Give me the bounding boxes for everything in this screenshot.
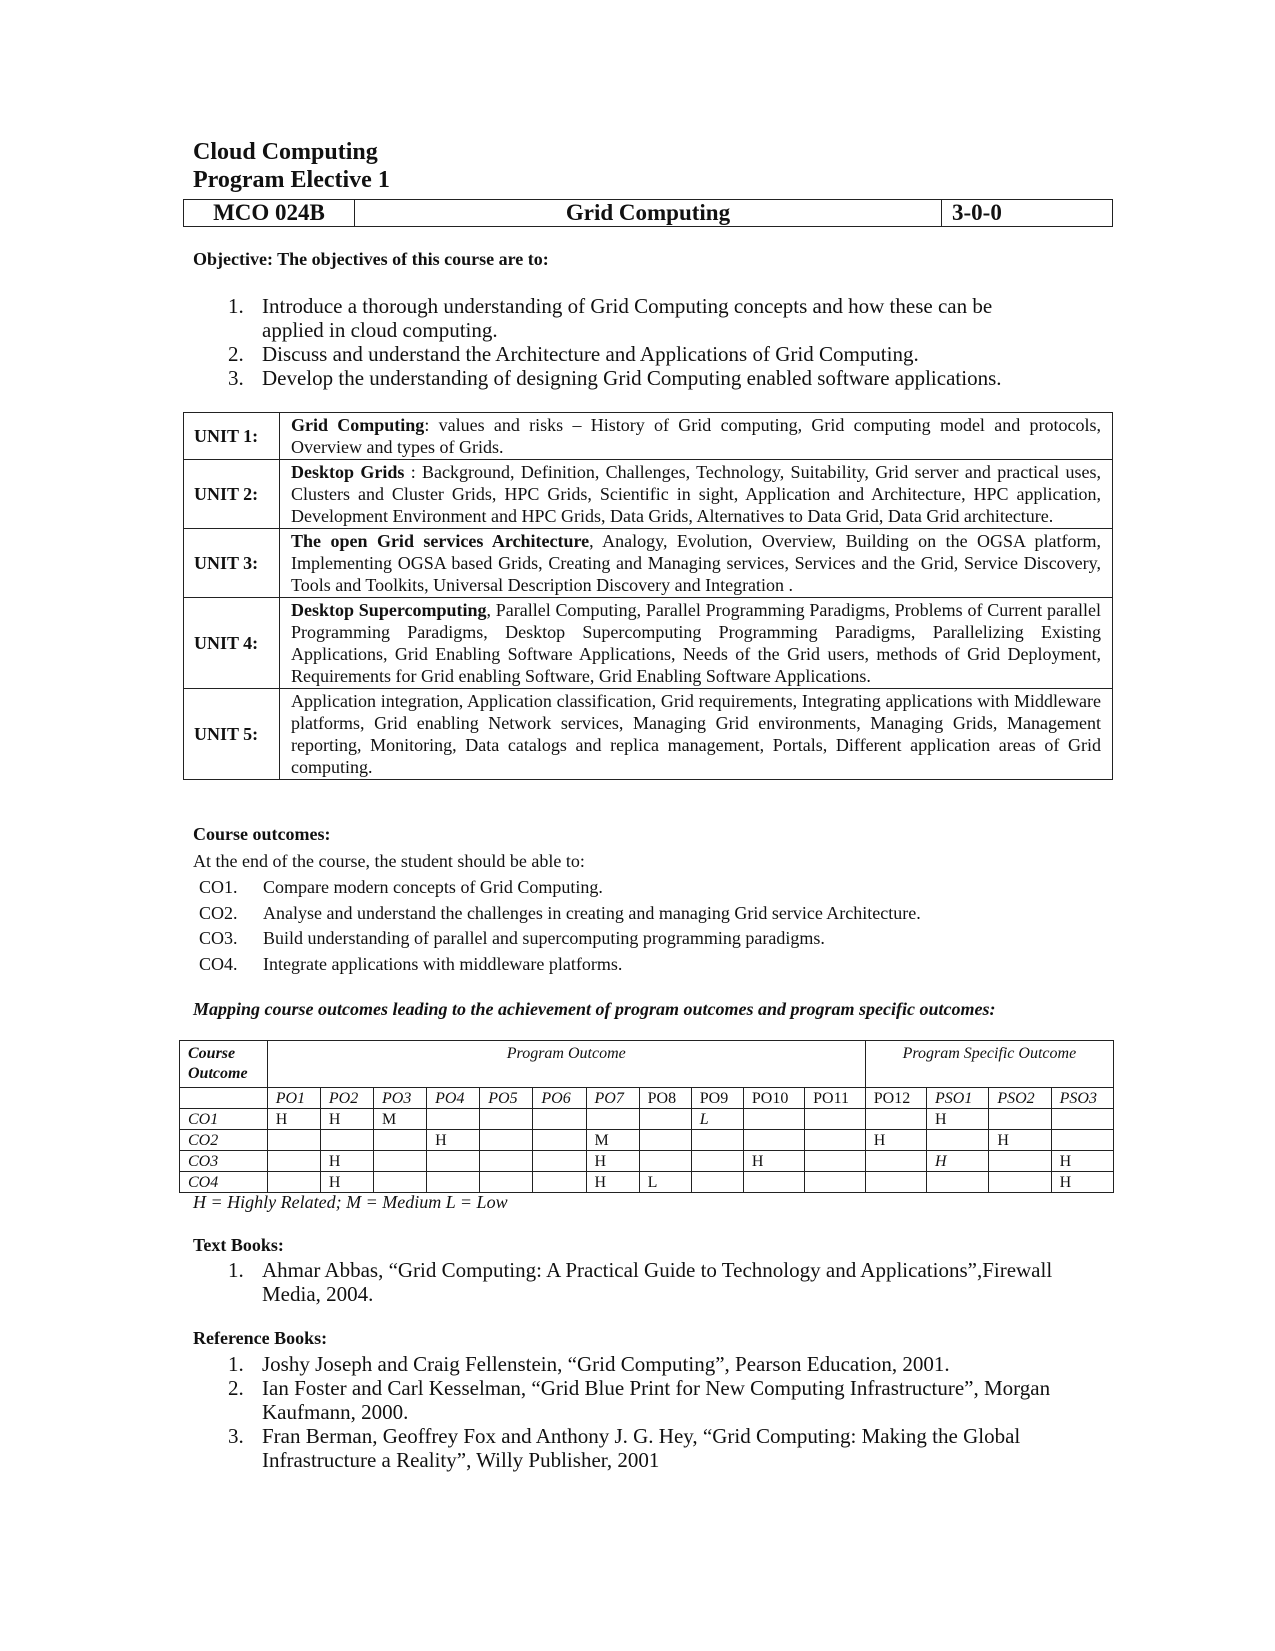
item-text: Fran Berman, Geoffrey Fox and Anthony J. G. Hey, “Grid Computing: Making the Global Infrastructure a Reality”, Willy Publisher, 2001	[262, 1424, 1021, 1472]
unit-topic: Grid Computing	[291, 415, 425, 435]
column-header: PO8	[639, 1088, 691, 1109]
course-info-row	[184, 200, 1113, 227]
table-cell	[691, 1172, 743, 1193]
unit-text: , Analogy, Evolution, Overview, Building on the OGSA platform, Implementing OGSA based Grids, Creating and Managing services, Services and the Grid, Service Discovery, Tools and Toolkits, Universal Description Discovery and Integration .	[291, 531, 1101, 595]
unit-label: UNIT 5:	[184, 689, 280, 780]
item-number: 2.	[228, 1376, 244, 1400]
outcome-id: CO2.	[199, 902, 238, 923]
table-cell	[374, 1130, 427, 1151]
syllabus-unit-table	[183, 412, 1113, 780]
table-cell	[1051, 1130, 1113, 1151]
unit-text: : values and risks – History of Grid computing, Grid computing model and protocols, Overview and types of Grids.	[291, 415, 1101, 457]
text-books-heading	[193, 1235, 284, 1256]
corner-label: Course	[188, 1045, 236, 1062]
table-cell	[989, 1172, 1051, 1193]
column-header: PO5	[480, 1088, 533, 1109]
course-outcome-list	[199, 875, 921, 977]
table-cell	[533, 1109, 586, 1130]
table-cell	[989, 1109, 1051, 1130]
column-header: PO7	[586, 1088, 639, 1109]
list-item	[228, 294, 1048, 342]
unit-topic: The open Grid services Architecture	[291, 531, 590, 551]
mapping-legend: H = Highly Related; M = Medium L = Low	[193, 1192, 508, 1212]
table-cell	[480, 1151, 533, 1172]
unit-topic: Desktop Grids	[291, 462, 405, 482]
course-code: MCO 024B	[184, 200, 355, 227]
outcome-id: CO4.	[199, 953, 238, 974]
table-cell	[427, 1151, 480, 1172]
item-text: Ian Foster and Carl Kesselman, “Grid Blue Print for New Computing Infrastructure”, Morgan Kaufmann, 2000.	[262, 1376, 1051, 1424]
table-cell	[927, 1130, 989, 1151]
table-header-row	[180, 1041, 1114, 1088]
table-cell: H	[927, 1109, 989, 1130]
objective-list	[228, 294, 1048, 390]
table-cell: H	[427, 1130, 480, 1151]
item-number: 1.	[228, 294, 244, 318]
table-cell: H	[743, 1151, 804, 1172]
table-cell	[427, 1172, 480, 1193]
table-cell	[374, 1151, 427, 1172]
item-number: 2.	[228, 342, 244, 366]
course-name: Grid Computing	[355, 200, 942, 227]
row-header: CO3	[180, 1151, 268, 1172]
row-header: CO1	[180, 1109, 268, 1130]
table-cell	[267, 1151, 320, 1172]
column-header: PO10	[743, 1088, 804, 1109]
program-title: Cloud Computing	[193, 139, 378, 165]
item-number: 3.	[228, 1424, 244, 1448]
list-item	[228, 342, 1048, 366]
table-cell	[743, 1172, 804, 1193]
text-book-list	[228, 1258, 1088, 1306]
outcome-text: Analyse and understand the challenges in creating and managing Grid service Architecture.	[263, 902, 921, 923]
reference-book-list	[228, 1352, 1088, 1472]
table-cell	[480, 1172, 533, 1193]
table-cell	[639, 1151, 691, 1172]
table-cell: H	[927, 1151, 989, 1172]
table-cell	[865, 1151, 926, 1172]
column-header: PO2	[320, 1088, 373, 1109]
table-column-row	[180, 1088, 1114, 1109]
outcome-id: CO1.	[199, 877, 238, 897]
row-header: CO4	[180, 1172, 268, 1193]
column-header: PO9	[691, 1088, 743, 1109]
objective-heading: Objective: The objectives of this course are to:	[193, 249, 549, 269]
unit-text: : Background, Definition, Challenges, Technology, Suitability, Grid server and practical uses, Clusters and Cluster Grids, HPC Grids, Scientific in sight, Application and Architecture, HPC application, Development Environment and HPC Grids, Data Grids, Alternatives to Data Grid, Data Grid architecture.	[291, 462, 1101, 526]
item-text: Ahmar Abbas, “Grid Computing: A Practical Guide to Technology and Applications”,Firewall Media, 2004.	[262, 1258, 1053, 1306]
item-number: 1.	[228, 1352, 244, 1376]
item-text: Develop the understanding of designing Grid Computing enabled software applications.	[262, 366, 1002, 390]
table-row	[184, 598, 1113, 689]
course-outcomes-heading: Course outcomes:	[193, 824, 331, 844]
list-item	[199, 926, 921, 952]
table-row	[184, 460, 1113, 529]
list-item	[228, 366, 1048, 390]
outcome-mapping-table	[179, 1040, 1114, 1193]
table-cell	[691, 1151, 743, 1172]
table-cell	[805, 1172, 866, 1193]
column-header: PSO3	[1051, 1088, 1113, 1109]
table-cell: H	[320, 1172, 373, 1193]
table-cell: H	[586, 1151, 639, 1172]
table-cell	[639, 1109, 691, 1130]
table-cell: H	[1051, 1151, 1113, 1172]
table-cell: M	[374, 1109, 427, 1130]
item-text: Joshy Joseph and Craig Fellenstein, “Grid Computing”, Pearson Education, 2001.	[262, 1352, 950, 1376]
column-header: PSO1	[927, 1088, 989, 1109]
table-cell: L	[691, 1109, 743, 1130]
table-cell: H	[267, 1109, 320, 1130]
list-item	[228, 1376, 1088, 1424]
table-cell: H	[320, 1109, 373, 1130]
list-item	[199, 875, 921, 901]
list-item	[199, 901, 921, 927]
column-header: PSO2	[989, 1088, 1051, 1109]
column-header: PO1	[267, 1088, 320, 1109]
table-cell	[691, 1130, 743, 1151]
empty-cell	[180, 1088, 268, 1109]
table-cell: H	[1051, 1172, 1113, 1193]
table-row	[184, 413, 1113, 460]
unit-text: Application integration, Application classification, Grid requirements, Integrating applications with Middleware platforms, Grid enabling Network services, Managing Grid environments, Managing Grids, Management reporting, Monitoring, Data catalogs and replica management, Portals, Different application areas of Grid computing.	[291, 691, 1101, 777]
table-row	[184, 689, 1113, 780]
table-cell	[927, 1172, 989, 1193]
table-row	[180, 1172, 1114, 1193]
list-item	[228, 1424, 1088, 1472]
table-cell	[805, 1109, 866, 1130]
table-cell: L	[639, 1172, 691, 1193]
table-cell	[320, 1130, 373, 1151]
table-row	[180, 1151, 1114, 1172]
unit-topic: Desktop Supercomputing	[291, 600, 487, 620]
unit-description	[280, 598, 1113, 689]
mapping-heading: Mapping course outcomes leading to the achievement of program outcomes and program specific outcomes:	[193, 999, 996, 1019]
table-row	[180, 1130, 1114, 1151]
table-cell	[374, 1172, 427, 1193]
item-text: Discuss and understand the Architecture and Applications of Grid Computing.	[262, 342, 919, 366]
table-cell	[533, 1151, 586, 1172]
unit-label: UNIT 1:	[184, 413, 280, 460]
list-item	[228, 1258, 1088, 1306]
unit-label: UNIT 3:	[184, 529, 280, 598]
document-header	[193, 138, 1113, 194]
text-books-label: Text Books	[193, 1235, 278, 1255]
corner-label: Outcome	[188, 1065, 248, 1082]
course-info-table	[183, 199, 1113, 227]
item-number: 3.	[228, 366, 244, 390]
table-row	[184, 529, 1113, 598]
elective-title: Program Elective 1	[193, 167, 390, 193]
table-cell: H	[865, 1130, 926, 1151]
table-cell	[743, 1109, 804, 1130]
table-cell	[427, 1109, 480, 1130]
table-cell	[533, 1130, 586, 1151]
table-cell	[865, 1109, 926, 1130]
table-cell	[639, 1130, 691, 1151]
table-cell	[865, 1172, 926, 1193]
table-cell	[533, 1172, 586, 1193]
column-header: PO6	[533, 1088, 586, 1109]
course-outcomes-intro: At the end of the course, the student should be able to:	[193, 851, 585, 871]
outcome-text: Integrate applications with middleware platforms.	[263, 953, 623, 974]
item-text: Introduce a thorough understanding of Grid Computing concepts and how these can be applied in cloud computing.	[262, 294, 993, 342]
table-cell	[805, 1130, 866, 1151]
text-books-colon: :	[277, 1235, 284, 1255]
program-outcome-header: Program Outcome	[267, 1041, 865, 1088]
outcome-text: Compare modern concepts of Grid Computing.	[263, 877, 603, 897]
outcome-text: Build understanding of parallel and supercomputing programming paradigms.	[263, 928, 825, 948]
table-cell: H	[989, 1130, 1051, 1151]
unit-description	[280, 413, 1113, 460]
corner-header	[180, 1041, 268, 1088]
column-header: PO3	[374, 1088, 427, 1109]
item-number: 1.	[228, 1258, 244, 1282]
table-cell	[989, 1151, 1051, 1172]
table-cell	[267, 1172, 320, 1193]
table-cell	[743, 1130, 804, 1151]
unit-description	[280, 529, 1113, 598]
unit-text: , Parallel Computing, Parallel Programming Paradigms, Problems of Current parallel Programming Paradigms, Desktop Supercomputing Programming Paradigms, Parallelizing Existing Applications, Grid Enabling Software Applications, Needs of the Grid users, methods of Grid Deployment, Requirements for Grid enabling Software, Grid Enabling Software Applications.	[291, 600, 1101, 686]
unit-label: UNIT 4:	[184, 598, 280, 689]
table-cell	[480, 1109, 533, 1130]
reference-books-heading: Reference Books:	[193, 1328, 328, 1348]
table-cell	[267, 1130, 320, 1151]
table-row	[180, 1109, 1114, 1130]
table-cell	[480, 1130, 533, 1151]
row-header: CO2	[180, 1130, 268, 1151]
program-specific-outcome-header: Program Specific Outcome	[865, 1041, 1113, 1088]
list-item	[228, 1352, 1088, 1376]
table-cell	[805, 1151, 866, 1172]
column-header: PO11	[805, 1088, 866, 1109]
unit-description	[280, 689, 1113, 780]
course-credits: 3-0-0	[942, 200, 1113, 227]
list-item	[199, 952, 921, 978]
table-cell	[586, 1109, 639, 1130]
column-header: PO4	[427, 1088, 480, 1109]
column-header: PO12	[865, 1088, 926, 1109]
outcome-id: CO3.	[199, 928, 238, 948]
table-cell: M	[586, 1130, 639, 1151]
unit-description	[280, 460, 1113, 529]
table-cell	[1051, 1109, 1113, 1130]
table-cell: H	[320, 1151, 373, 1172]
unit-label: UNIT 2:	[184, 460, 280, 529]
table-cell: H	[586, 1172, 639, 1193]
